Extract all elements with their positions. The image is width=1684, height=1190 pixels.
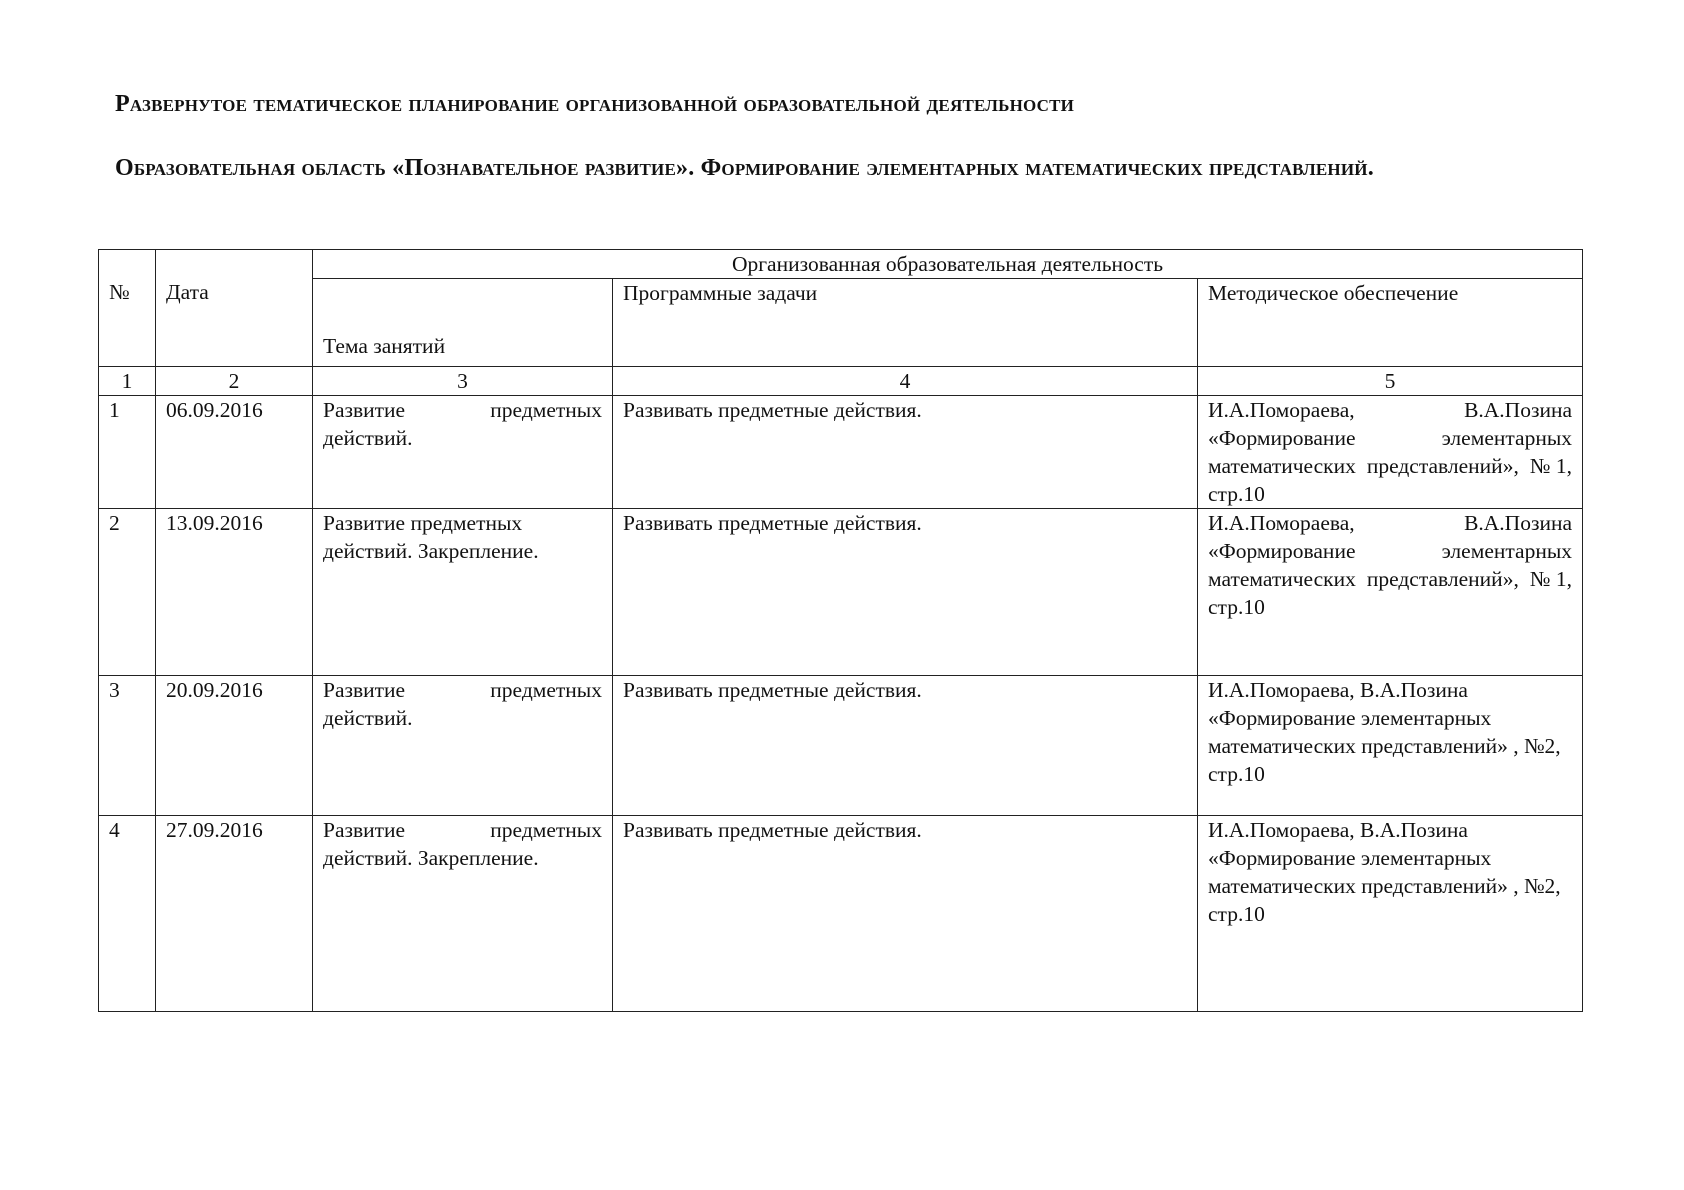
header-topic: Тема занятий <box>313 279 613 367</box>
row-date: 06.09.2016 <box>156 396 313 509</box>
header-date: Дата <box>156 250 313 367</box>
table-row <box>99 509 1583 676</box>
row-date: 20.09.2016 <box>156 676 313 816</box>
document-title: Развернутое тематическое планирование организованной образовательной деятельности <box>115 91 1075 117</box>
table-subheader-row <box>99 279 1583 367</box>
column-index: 4 <box>613 367 1198 396</box>
header-group: Организованная образовательная деятельность <box>313 250 1583 279</box>
planning-table <box>98 249 1583 1012</box>
column-index: 1 <box>99 367 156 396</box>
column-index: 2 <box>156 367 313 396</box>
column-index: 5 <box>1198 367 1583 396</box>
row-tasks: Развивать предметные действия. <box>613 396 1198 509</box>
row-method: И.А.Помораева, В.А.Позина «Формирование элементарных математических представлений» , №2, стр.10 <box>1198 816 1583 1012</box>
table-row <box>99 396 1583 509</box>
row-topic: Развитие предметных действий. <box>313 396 613 509</box>
table-row <box>99 816 1583 1012</box>
row-number: 3 <box>99 676 156 816</box>
row-date: 27.09.2016 <box>156 816 313 1012</box>
row-tasks: Развивать предметные действия. <box>613 676 1198 816</box>
row-topic: Развитие предметных действий. Закрепление. <box>313 509 613 676</box>
header-method: Методическое обеспечение <box>1198 279 1583 367</box>
row-method: И.А.Помораева, В.А.Позина «Формирование элементарных математических представлений», №1, стр.10 <box>1198 396 1583 509</box>
row-number: 1 <box>99 396 156 509</box>
header-tasks: Программные задачи <box>613 279 1198 367</box>
row-tasks: Развивать предметные действия. <box>613 509 1198 676</box>
row-number: 2 <box>99 509 156 676</box>
row-number: 4 <box>99 816 156 1012</box>
column-index: 3 <box>313 367 613 396</box>
row-topic: Развитие предметных действий. <box>313 676 613 816</box>
table-row <box>99 676 1583 816</box>
row-tasks: Развивать предметные действия. <box>613 816 1198 1012</box>
table-header-row <box>99 250 1583 279</box>
row-method: И.А.Помораева, В.А.Позина «Формирование элементарных математических представлений» , №2, стр.10 <box>1198 676 1583 816</box>
row-topic: Развитие предметных действий. Закрепление. <box>313 816 613 1012</box>
row-date: 13.09.2016 <box>156 509 313 676</box>
row-method: И.А.Помораева, В.А.Позина «Формирование элементарных математических представлений», №1, стр.10 <box>1198 509 1583 676</box>
header-number: № <box>99 250 156 367</box>
column-index-row <box>99 367 1583 396</box>
document-subtitle: Образовательная область «Познавательное развитие». Формирование элементарных математических представлений. <box>115 155 1374 181</box>
